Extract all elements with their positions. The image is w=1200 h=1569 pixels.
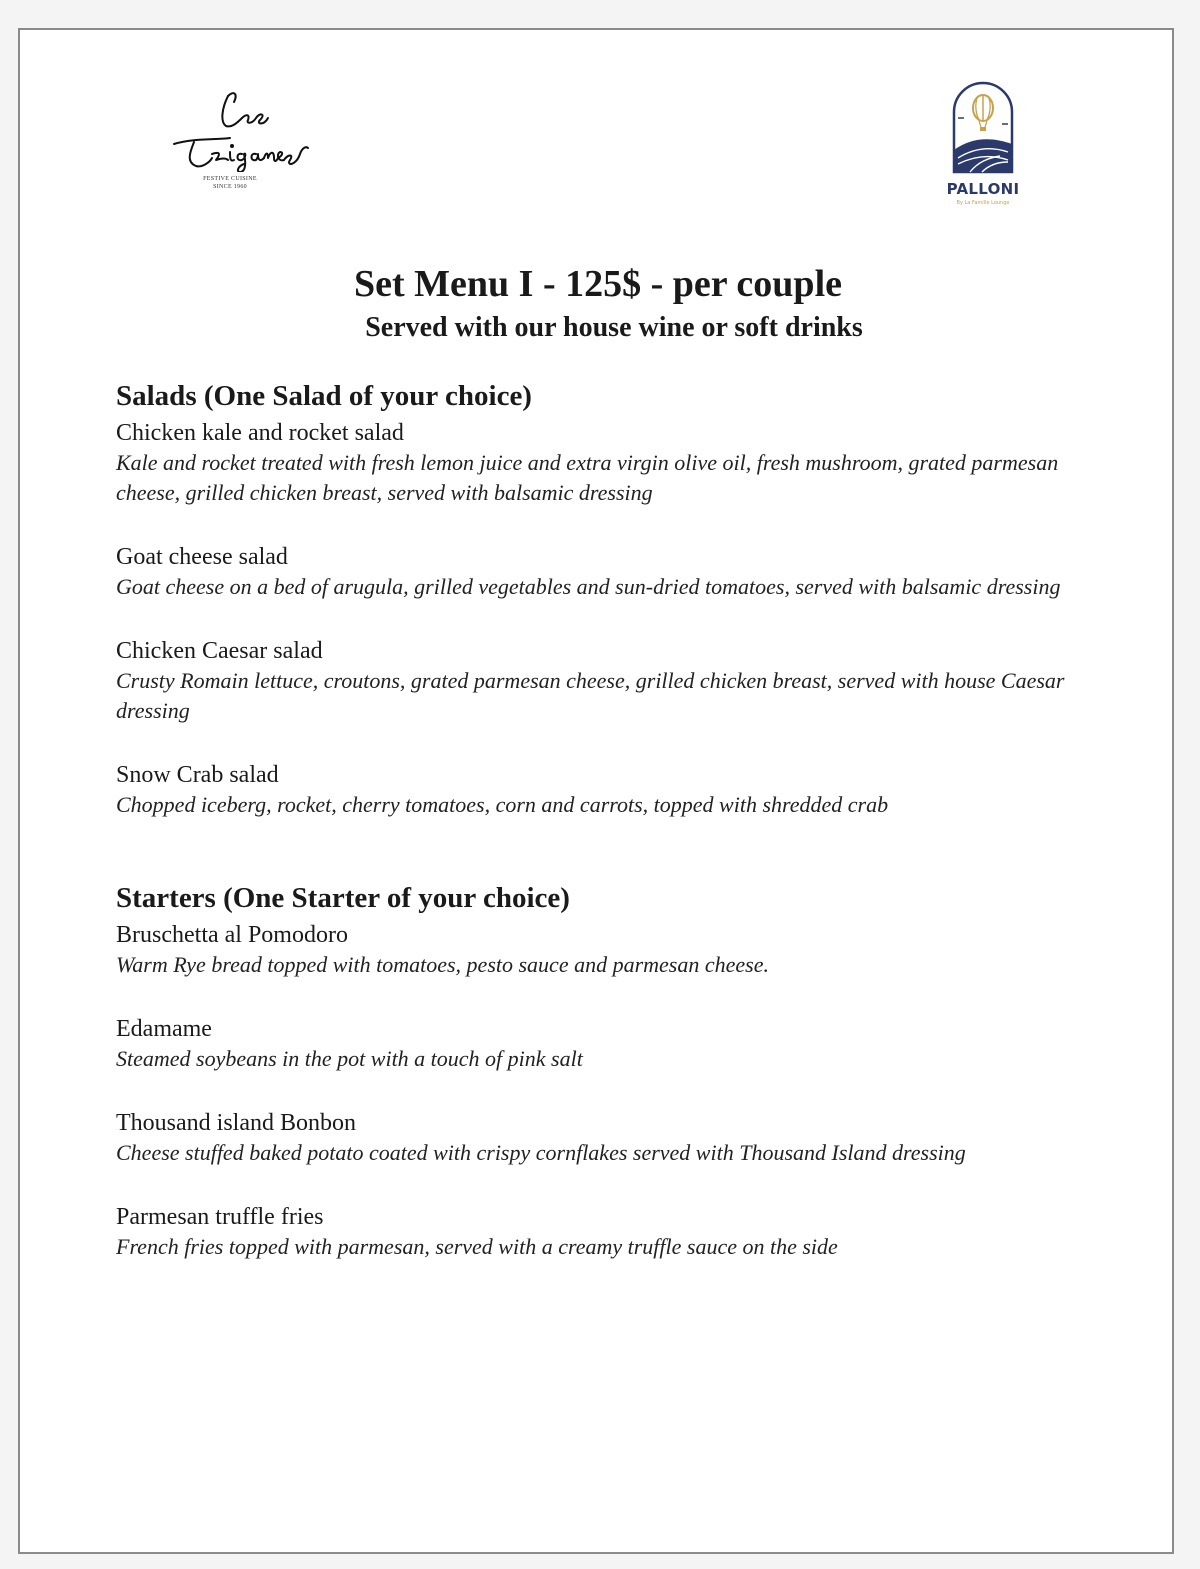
menu-item-name: Edamame (116, 1016, 212, 1042)
menu-item-name: Goat cheese salad (116, 544, 288, 570)
logo-tagline-1: FESTIVE CUISINE (203, 176, 257, 182)
menu-item-description: Steamed soybeans in the pot with a touch of pink salt (116, 1046, 583, 1071)
menu-item-description: Kale and rocket treated with fresh lemon juice and extra virgin olive oil, fresh mushroom, grated parmesan cheese, grilled chicken breast, served with balsamic dressing (116, 450, 1059, 505)
logo-tagline-2: SINCE 1960 (213, 184, 247, 190)
menu-subtitle: Served with our house wine or soft drinks (365, 312, 863, 343)
menu-item-name: Snow Crab salad (116, 762, 279, 788)
menu-item-description: Goat cheese on a bed of arugula, grilled vegetables and sun-dried tomatoes, served with balsamic dressing (116, 574, 1061, 599)
palloni-logo (938, 78, 1028, 210)
menu-item-name: Parmesan truffle fries (116, 1204, 324, 1230)
hot-air-balloon-icon (950, 78, 1016, 176)
menu-item-name: Bruschetta al Pomodoro (116, 922, 348, 948)
salads-section (116, 378, 1116, 820)
starters-section (116, 880, 1116, 1262)
menu-item-description: French fries topped with parmesan, served with a creamy truffle sauce on the side (116, 1234, 838, 1259)
menu-item-name: Chicken kale and rocket salad (116, 420, 404, 446)
menu-item-description: Cheese stuffed baked potato coated with crispy cornflakes served with Thousand Island dressing (116, 1140, 966, 1165)
palloni-brand-subtitle: By La Famille Lounge (956, 200, 1010, 206)
palloni-brand-name: PALLONI (946, 180, 1020, 198)
menu-item (116, 418, 1116, 508)
les-tziganes-logo (150, 88, 310, 200)
menu-item (116, 542, 1116, 602)
menu-title: Set Menu I - 125$ - per couple (354, 263, 842, 305)
menu-item-description: Crusty Romain lettuce, croutons, grated parmesan cheese, grilled chicken breast, served with house Caesar dressing (116, 668, 1065, 723)
menu-page (18, 28, 1174, 1554)
menu-content (116, 378, 1116, 1262)
menu-item (116, 760, 1116, 820)
menu-item-name: Chicken Caesar salad (116, 638, 323, 664)
section-title-starters: Starters (One Starter of your choice) (116, 882, 570, 914)
menu-item (116, 1202, 1116, 1262)
section-title-salads: Salads (One Salad of your choice) (116, 380, 532, 412)
menu-item (116, 636, 1116, 726)
menu-item-description: Warm Rye bread topped with tomatoes, pesto sauce and parmesan cheese. (116, 952, 769, 977)
menu-item (116, 1108, 1116, 1168)
menu-item-description: Chopped iceberg, rocket, cherry tomatoes, corn and carrots, topped with shredded crab (116, 792, 889, 817)
menu-item-name: Thousand island Bonbon (116, 1110, 356, 1136)
les-tziganes-script-logo (150, 88, 310, 172)
menu-item (116, 1014, 1116, 1074)
menu-item (116, 920, 1116, 980)
